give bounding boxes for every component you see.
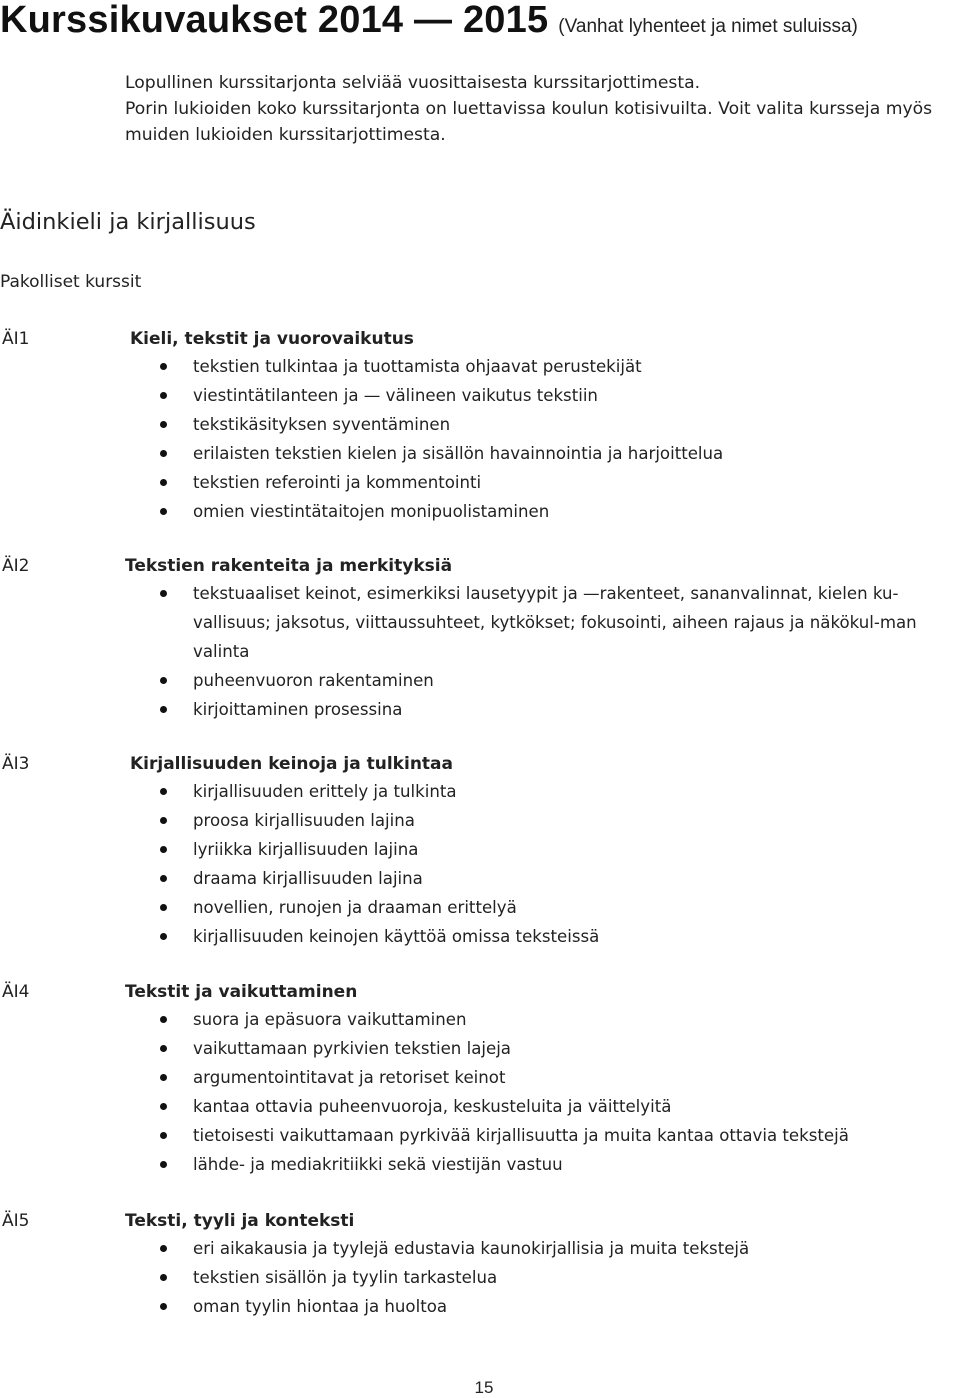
bullet-icon <box>160 1016 167 1023</box>
list-item: kirjallisuuden erittely ja tulkinta <box>160 777 950 806</box>
bullet-icon <box>160 363 167 370</box>
bullet-icon <box>160 1274 167 1281</box>
list-item: puheenvuoron rakentaminen <box>160 666 950 695</box>
course-title: Kirjallisuuden keinoja ja tulkintaa <box>130 754 453 774</box>
bullet-icon <box>160 421 167 428</box>
intro-text <box>125 70 945 148</box>
bullet-icon <box>160 450 167 457</box>
bullet-icon <box>160 1074 167 1081</box>
list-item: viestintätilanteen ja — välineen vaikutus tekstiin <box>160 381 950 410</box>
list-item: tekstien tulkintaa ja tuottamista ohjaavat perustekijät <box>160 352 950 381</box>
bullet-icon <box>160 677 167 684</box>
section-title: Äidinkieli ja kirjallisuus <box>0 209 256 235</box>
course-topic-list <box>160 777 950 951</box>
list-item: kirjallisuuden keinojen käyttöä omissa teksteissä <box>160 922 950 951</box>
subsection-title: Pakolliset kurssit <box>0 272 142 292</box>
bullet-icon <box>160 1045 167 1052</box>
course-code: ÄI1 <box>2 329 30 349</box>
course-code: ÄI2 <box>2 556 30 576</box>
bullet-icon <box>160 392 167 399</box>
course-code: ÄI4 <box>2 982 30 1002</box>
course-topic-list <box>160 352 950 526</box>
bullet-icon <box>160 788 167 795</box>
bullet-icon <box>160 1132 167 1139</box>
list-item: tekstikäsityksen syventäminen <box>160 410 950 439</box>
page-header <box>0 0 858 40</box>
list-item: draama kirjallisuuden lajina <box>160 864 950 893</box>
bullet-icon <box>160 479 167 486</box>
course-title: Tekstien rakenteita ja merkityksiä <box>125 556 453 576</box>
course-topic-list <box>160 1005 950 1179</box>
bullet-icon <box>160 875 167 882</box>
bullet-icon <box>160 1245 167 1252</box>
list-item: eri aikakausia ja tyylejä edustavia kaunokirjallisia ja muita tekstejä <box>160 1234 950 1263</box>
course-topic-list <box>160 1234 950 1321</box>
list-item: proosa kirjallisuuden lajina <box>160 806 950 835</box>
bullet-icon <box>160 933 167 940</box>
page-number: 15 <box>474 1378 494 1397</box>
bullet-icon <box>160 1303 167 1310</box>
list-item: novellien, runojen ja draaman erittelyä <box>160 893 950 922</box>
list-item: erilaisten tekstien kielen ja sisällön havainnointia ja harjoittelua <box>160 439 950 468</box>
bullet-icon <box>160 1103 167 1110</box>
course-code: ÄI5 <box>2 1211 30 1231</box>
bullet-icon <box>160 706 167 713</box>
list-item: oman tyylin hiontaa ja huoltoa <box>160 1292 950 1321</box>
course-topic-list <box>160 579 950 724</box>
bullet-icon <box>160 904 167 911</box>
list-item: suora ja epäsuora vaikuttaminen <box>160 1005 950 1034</box>
intro-paragraph: Porin lukioiden koko kurssitarjonta on luettavissa koulun kotisivuilta. Voit valita kursseja myös muiden lukioiden kurssitarjottimesta. <box>125 99 933 145</box>
course-title: Teksti, tyyli ja konteksti <box>125 1211 355 1231</box>
list-item: kantaa ottavia puheenvuoroja, keskusteluita ja väittelyitä <box>160 1092 950 1121</box>
bullet-icon <box>160 817 167 824</box>
list-item: lyriikka kirjallisuuden lajina <box>160 835 950 864</box>
list-item: omien viestintätaitojen monipuolistaminen <box>160 497 950 526</box>
course-title: Kieli, tekstit ja vuorovaikutus <box>130 329 414 349</box>
list-item: tekstien referointi ja kommentointi <box>160 468 950 497</box>
bullet-icon <box>160 508 167 515</box>
list-item: tekstuaaliset keinot, esimerkiksi lausetyypit ja —rakenteet, sananvalinnat, kielen ku-vallisuus; jaksotus, viittaussuhteet, kytkökset; fokusointi, aiheen rajaus ja näkökul-man valinta <box>160 579 950 666</box>
bullet-icon <box>160 590 167 597</box>
list-item: tekstien sisällön ja tyylin tarkastelua <box>160 1263 950 1292</box>
list-item: lähde- ja mediakritiikki sekä viestijän vastuu <box>160 1150 950 1179</box>
list-item: tietoisesti vaikuttamaan pyrkivää kirjallisuutta ja muita kantaa ottavia tekstejä <box>160 1121 950 1150</box>
title-note: (Vanhat lyhenteet ja nimet suluissa) <box>558 16 858 37</box>
bullet-icon <box>160 1161 167 1168</box>
bullet-icon <box>160 846 167 853</box>
list-item: kirjoittaminen prosessina <box>160 695 950 724</box>
list-item: argumentointitavat ja retoriset keinot <box>160 1063 950 1092</box>
intro-paragraph: Lopullinen kurssitarjonta selviää vuosittaisesta kurssitarjottimesta. <box>125 73 701 93</box>
course-code: ÄI3 <box>2 754 30 774</box>
list-item: vaikuttamaan pyrkivien tekstien lajeja <box>160 1034 950 1063</box>
course-title: Tekstit ja vaikuttaminen <box>125 982 358 1002</box>
page-title: Kurssikuvaukset 2014 — 2015 <box>0 0 549 41</box>
